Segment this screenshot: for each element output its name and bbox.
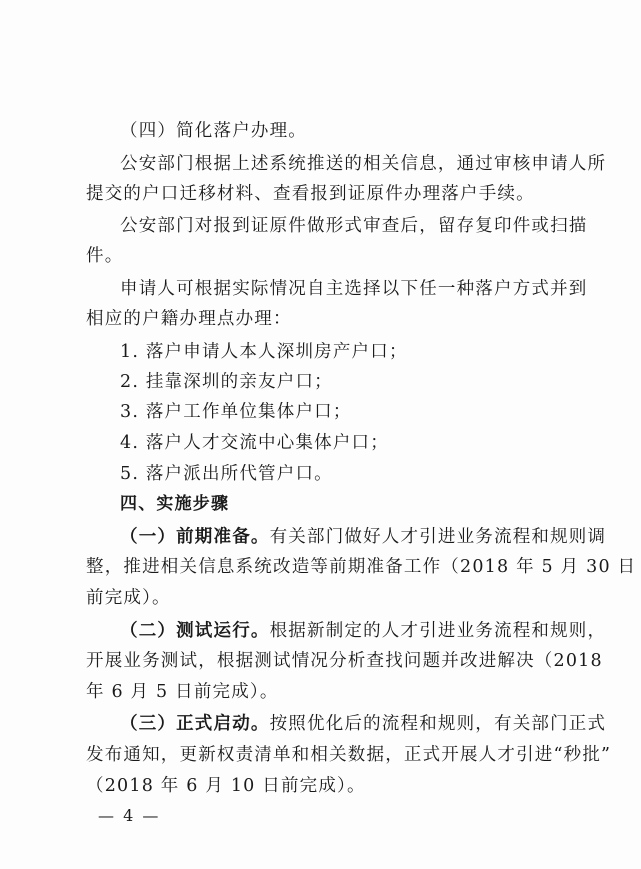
paragraph-line: 年 6 月 5 日前完成）。 bbox=[86, 682, 279, 702]
paragraph-line: 前完成）。 bbox=[86, 588, 171, 608]
paragraph-line: 发布通知，更新权责清单和相关数据，正式开展人才引进“秒批” bbox=[86, 745, 612, 765]
step-lead: （二）测试运行。 bbox=[120, 621, 270, 641]
paragraph-line bbox=[120, 526, 606, 548]
section-heading-steps: 四、实施步骤 bbox=[120, 494, 230, 514]
list-item: 3. 落户工作单位集体户口； bbox=[120, 402, 352, 422]
list-item: 5. 落户派出所代管户口。 bbox=[120, 464, 333, 484]
step-lead: （三）正式启动。 bbox=[120, 714, 270, 734]
step-text: 按照优化后的流程和规则，有关部门正式 bbox=[269, 714, 607, 734]
paragraph-line bbox=[120, 713, 606, 735]
paragraph-line: 提交的户口迁移材料、查看报到证原件办理落户手续。 bbox=[86, 184, 535, 204]
page-number: — 4 — bbox=[98, 806, 161, 825]
step-text: 根据新制定的人才引进业务流程和规则， bbox=[269, 621, 607, 641]
list-item: 1. 落户申请人本人深圳房产户口； bbox=[120, 342, 408, 362]
paragraph-line: 件。 bbox=[86, 246, 124, 266]
list-item: 2. 挂靠深圳的亲友户口； bbox=[120, 372, 333, 392]
list-item: 4. 落户人才交流中心集体户口； bbox=[120, 433, 389, 453]
paragraph-line: 公安部门对报到证原件做形式审查后，留存复印件或扫描 bbox=[120, 216, 588, 236]
paragraph-line bbox=[120, 620, 606, 642]
paragraph-line: 公安部门根据上述系统推送的相关信息，通过审核申请人所 bbox=[120, 154, 607, 174]
step-lead: （一）前期准备。 bbox=[120, 527, 270, 547]
paragraph-line: 申请人可根据实际情况自主选择以下任一种落户方式并到 bbox=[120, 279, 588, 299]
paragraph-line: 相应的户籍办理点办理： bbox=[86, 309, 292, 329]
paragraph-line: 整，推进相关信息系统改造等前期准备工作（2018 年 5 月 30 日 bbox=[86, 557, 637, 577]
step-text: 有关部门做好人才引进业务流程和规则调 bbox=[269, 527, 607, 547]
section-title-simplify: （四）简化落户办理。 bbox=[120, 121, 307, 141]
paragraph-line: 开展业务测试，根据测试情况分析查找问题并改进解决（2018 bbox=[86, 651, 603, 671]
paragraph-line: （2018 年 6 月 10 日前完成）。 bbox=[86, 776, 366, 796]
